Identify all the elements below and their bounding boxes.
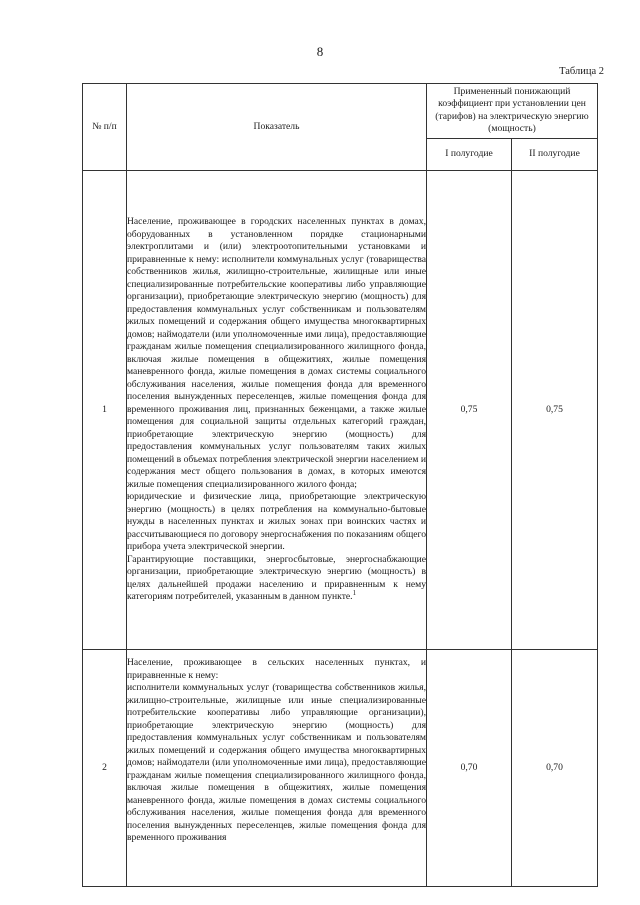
table-header-row — [83, 84, 598, 139]
row-text-paragraph — [127, 554, 426, 604]
row-text: Гарантирующие поставщики, энергосбытовые, энергоснабжающие организации, приобретающие электрическую энергию (мощность) в целях дальнейшей продажи населению и приравненным к нему категориям потребителей, указанным в данном пункте. — [127, 553, 426, 603]
row-half1-value: 0,75 — [427, 171, 512, 650]
row-text-paragraph: Население, проживающее в сельских населенных пунктах, и приравненные к нему: — [127, 657, 426, 681]
row-indicator-body — [127, 657, 426, 879]
table-row — [83, 171, 598, 650]
row-number: 2 — [83, 650, 127, 887]
row-half2-value: 0,70 — [512, 650, 598, 887]
header-coefficient: Примененный понижающий коэффициент при установлении цен (тарифов) на электрическую энергию (мощность) — [427, 84, 598, 139]
table-row — [83, 650, 598, 887]
row-text-paragraph: исполнители коммунальных услуг (товарищества собственников жилья, жилищно-строительные, жилищные или иные специализированные потребительские кооперативы либо управляющие организации), приобретающие электрическую энергию (мощность) для предоставления коммунальных услуг собственникам и пользователям жилых помещений и содержания общего имущества многоквартирных домов; наймодатели (или уполномоченные ими лица), предоставляющие гражданам жилые помещения специализированного жилищного фонда, включая жилые помещения в общежитиях, жилые помещения маневренного фонда, жилые помещения в домах системы социального обслуживания населения, жилые помещения фонда для временного поселения вынужденных переселенцев, жилые помещения фонда для временного проживания — [127, 682, 426, 843]
header-number: № п/п — [83, 84, 127, 171]
row-text-paragraph: Население, проживающее в городских населенных пунктах в домах, оборудованных в установленном порядке стационарными электроплитами и (или) электроотопительными установками и приравненные к нему: исполнители коммунальных услуг (товарищества собственников жилья, жилищно-строительные, жилищные или иные специализированные потребительские кооперативы либо управляющие организации), приобретающие электрическую энергию (мощность) для предоставления коммунальных услуг собственникам и пользователям жилых помещений и содержания общего имущества многоквартирных домов; наймодатели (или уполномоченные ими лица), предоставляющие гражданам жилые помещения специализированного жилищного фонда, включая жилые помещения в общежитиях, жилые помещения маневренного фонда, жилые помещения в домах системы социального обслуживания населения, жилые помещения фонда для временного поселения вынужденных переселенцев, жилые помещения фонда для временного проживания лиц, признанных беженцами, а также жилые помещения для социальной защиты отдельных категорий граждан, приобретающие электрическую энергию (мощность) для предоставления коммунальных услуг пользователям таких жилых помещений в объемах потребления электрической энергии населением и содержания мест общего пользования в домах, в которых имеются жилые помещения специализированного жилого фонда; — [127, 216, 426, 490]
page-number: 8 — [316, 44, 324, 59]
row-half1-value: 0,70 — [427, 650, 512, 887]
row-half2-value: 0,75 — [512, 171, 598, 650]
row-indicator — [127, 171, 427, 650]
row-text-paragraph: юридические и физические лица, приобретающие электрическую энергию (мощность) в целях потребления на коммунально-бытовые нужды в населенных пунктах и жилых зонах при воинских частях и рассчитывающиеся по договору энергоснабжения по показаниям общего прибора учета электрической энергии. — [127, 491, 426, 553]
header-indicator: Показатель — [127, 84, 427, 171]
row-number: 1 — [83, 171, 127, 650]
table-caption: Таблица 2 — [559, 66, 604, 77]
coefficient-table — [82, 83, 598, 887]
header-half2: II полугодие — [512, 138, 598, 170]
header-half1: I полугодие — [427, 138, 512, 170]
row-indicator — [127, 650, 427, 887]
footnote-marker: 1 — [352, 589, 357, 598]
